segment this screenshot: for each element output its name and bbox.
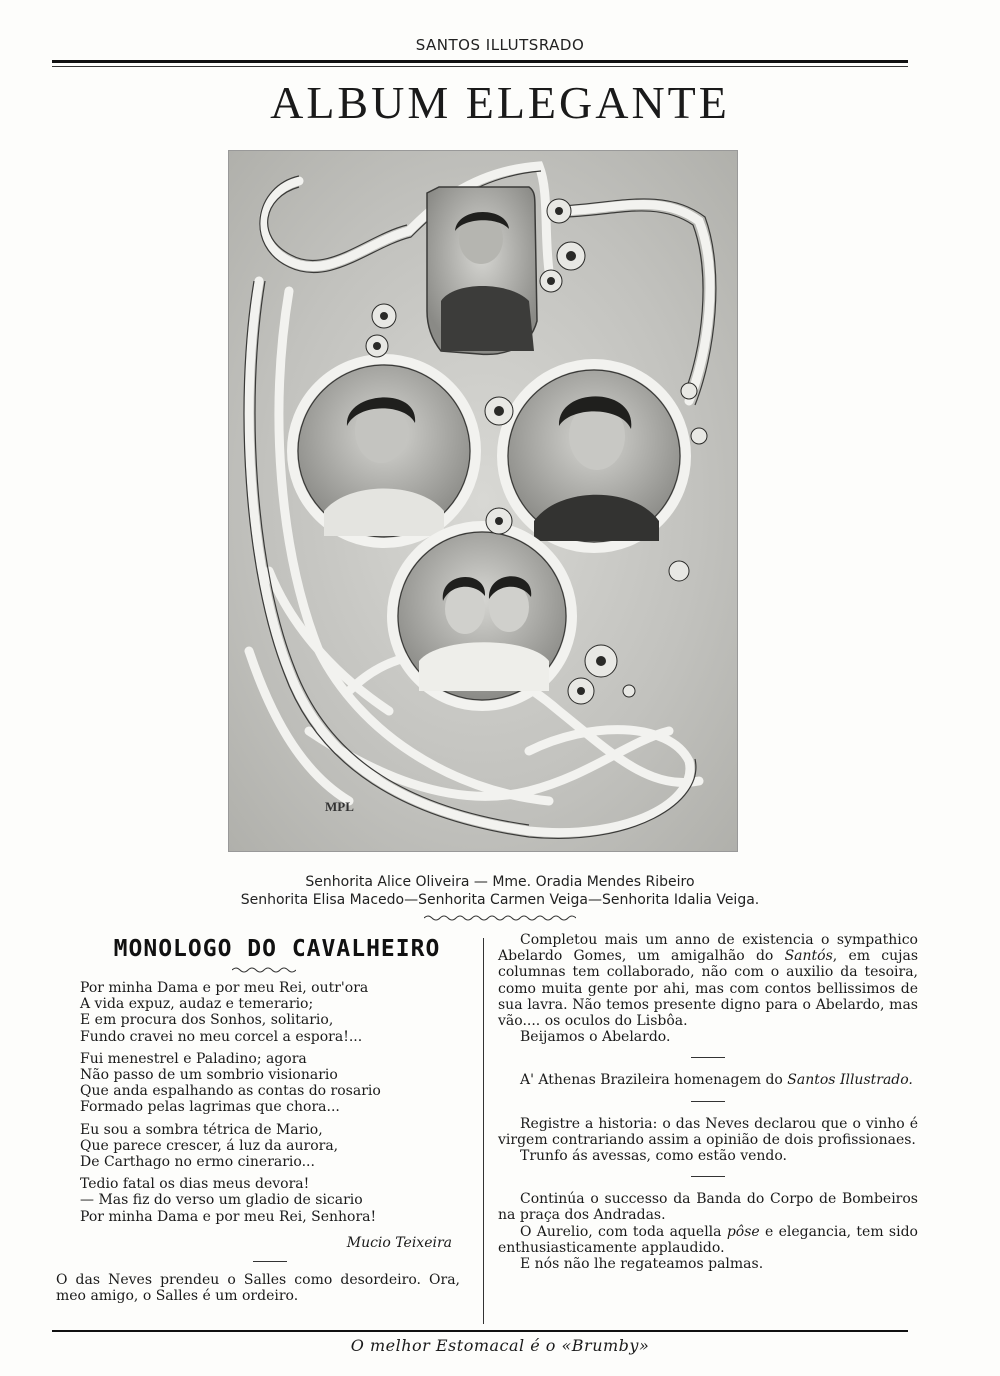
portrait-top <box>427 187 537 354</box>
caption-line-1: Senhorita Alice Oliveira — Mme. Oradia Mendes Ribeiro <box>305 874 695 890</box>
right-column <box>498 932 918 1272</box>
poem-line: A vida expuz, audaz e temerario; <box>80 996 314 1013</box>
poem-line: Fui menestrel e Paladino; agora <box>80 1050 307 1067</box>
poem-line: — Mas fiz do verso um gladio de sicario <box>80 1192 363 1209</box>
note-text: Completou mais um anno de existencia o sympathico Abelardo Gomes, um amigalhão do <box>498 932 918 965</box>
note-trunfo: Trunfo ás avessas, como estão vendo. <box>520 1148 787 1165</box>
note-text-italic: pôse <box>726 1223 760 1240</box>
poem-stanza-2 <box>80 1051 460 1116</box>
caption-line-2: Senhorita Elisa Macedo—Senhorita Carmen Veiga—Senhorita Idalia Veiga. <box>240 892 760 908</box>
column-separator <box>483 938 484 1324</box>
note-text: O Aurelio, com toda aquella <box>520 1223 727 1240</box>
footer-rule <box>52 1330 908 1332</box>
poem-line: Por minha Dama e por meu Rei, outr'ora <box>80 980 369 996</box>
note-text: e elegancia, tem sido enthusiasticamente applaudido. <box>498 1223 918 1256</box>
ornamental-frame-icon <box>229 151 737 851</box>
artist-signature: MPL <box>325 799 354 814</box>
header-rule-thick <box>52 60 908 63</box>
poem-line: E em procura dos Sonhos, solitario, <box>80 1012 334 1029</box>
note-palmas: E nós não lhe regateamos palmas. <box>520 1256 764 1273</box>
note-aurelio <box>498 1224 918 1256</box>
note-text-italic: Santós <box>784 948 833 965</box>
note-text-italic: Santos Illustrado. <box>787 1072 913 1089</box>
poem-line: Por minha Dama e por meu Rei, Senhora! <box>80 1208 377 1225</box>
poem-line: Não passo de um sombrio visionario <box>80 1067 338 1084</box>
footer-advert: O melhor Estomacal é o «Brumby» <box>350 1336 650 1355</box>
note-banda: Continúa o successo da Banda do Corpo de Bombeiros na praça dos Andradas. <box>498 1191 918 1224</box>
wavy-divider-icon <box>424 914 576 922</box>
note-athenas <box>498 1072 918 1088</box>
portrait-bottom-pair <box>392 526 572 706</box>
poem-title: MONOLOGO DO CAVALHEIRO <box>113 936 441 962</box>
poem-stanza-1 <box>80 980 460 1045</box>
section-divider <box>253 1261 287 1262</box>
header-rule-thin <box>52 66 908 67</box>
poem-line: Fundo cravei no meu corcel a espora!... <box>80 1028 363 1045</box>
note-neves-vinho: Registre a historia: o das Neves declarou que o vinho é virgem contrariando assim a opinião de dois profissionaes. <box>498 1115 918 1148</box>
section-divider <box>691 1101 725 1102</box>
portrait-middle-left <box>292 359 476 543</box>
poem-stanza-4 <box>80 1176 460 1225</box>
poem-line: Que anda espalhando as contas do rosario <box>80 1083 381 1100</box>
left-column <box>56 932 460 1305</box>
note-text: , em cujas columnas tem collaborado, não com o auxilio da tesoira, como muita gente por ahi, mas com contos bellissimos de sua lavra. Não temos presente digno para o Abelardo, mas vão.... os oculos do Lisbôa. <box>498 948 918 1030</box>
poem-line: Tedio fatal os dias meus devora! <box>80 1176 310 1193</box>
wavy-divider-icon <box>232 966 296 974</box>
poem-line: Eu sou a sombra tétrica de Mario, <box>80 1121 323 1138</box>
poem-line: Formado pelas lagrimas que chora... <box>80 1099 340 1116</box>
left-note: O das Neves prendeu o Salles como desordeiro. Ora, meo amigo, o Salles é um ordeiro. <box>56 1271 460 1305</box>
page-title: ALBUM ELEGANTE <box>270 77 730 128</box>
section-divider <box>691 1057 725 1058</box>
poem-line: De Carthago no ermo cinerario... <box>80 1154 315 1171</box>
poem-author: Mucio Teixeira <box>346 1234 452 1251</box>
running-header: SANTOS ILLUTSRADO <box>415 36 585 54</box>
poem-stanza-3 <box>80 1122 460 1171</box>
note-abelardo <box>498 932 918 1029</box>
note-abelardo-close: Beijamos o Abelardo. <box>520 1029 671 1046</box>
portrait-middle-right <box>502 364 686 548</box>
poem-line: Que parece crescer, á luz da aurora, <box>80 1137 339 1154</box>
section-divider <box>691 1176 725 1177</box>
note-text: A' Athenas Brazileira homenagem do <box>520 1072 788 1089</box>
portrait-illustration <box>228 150 738 852</box>
